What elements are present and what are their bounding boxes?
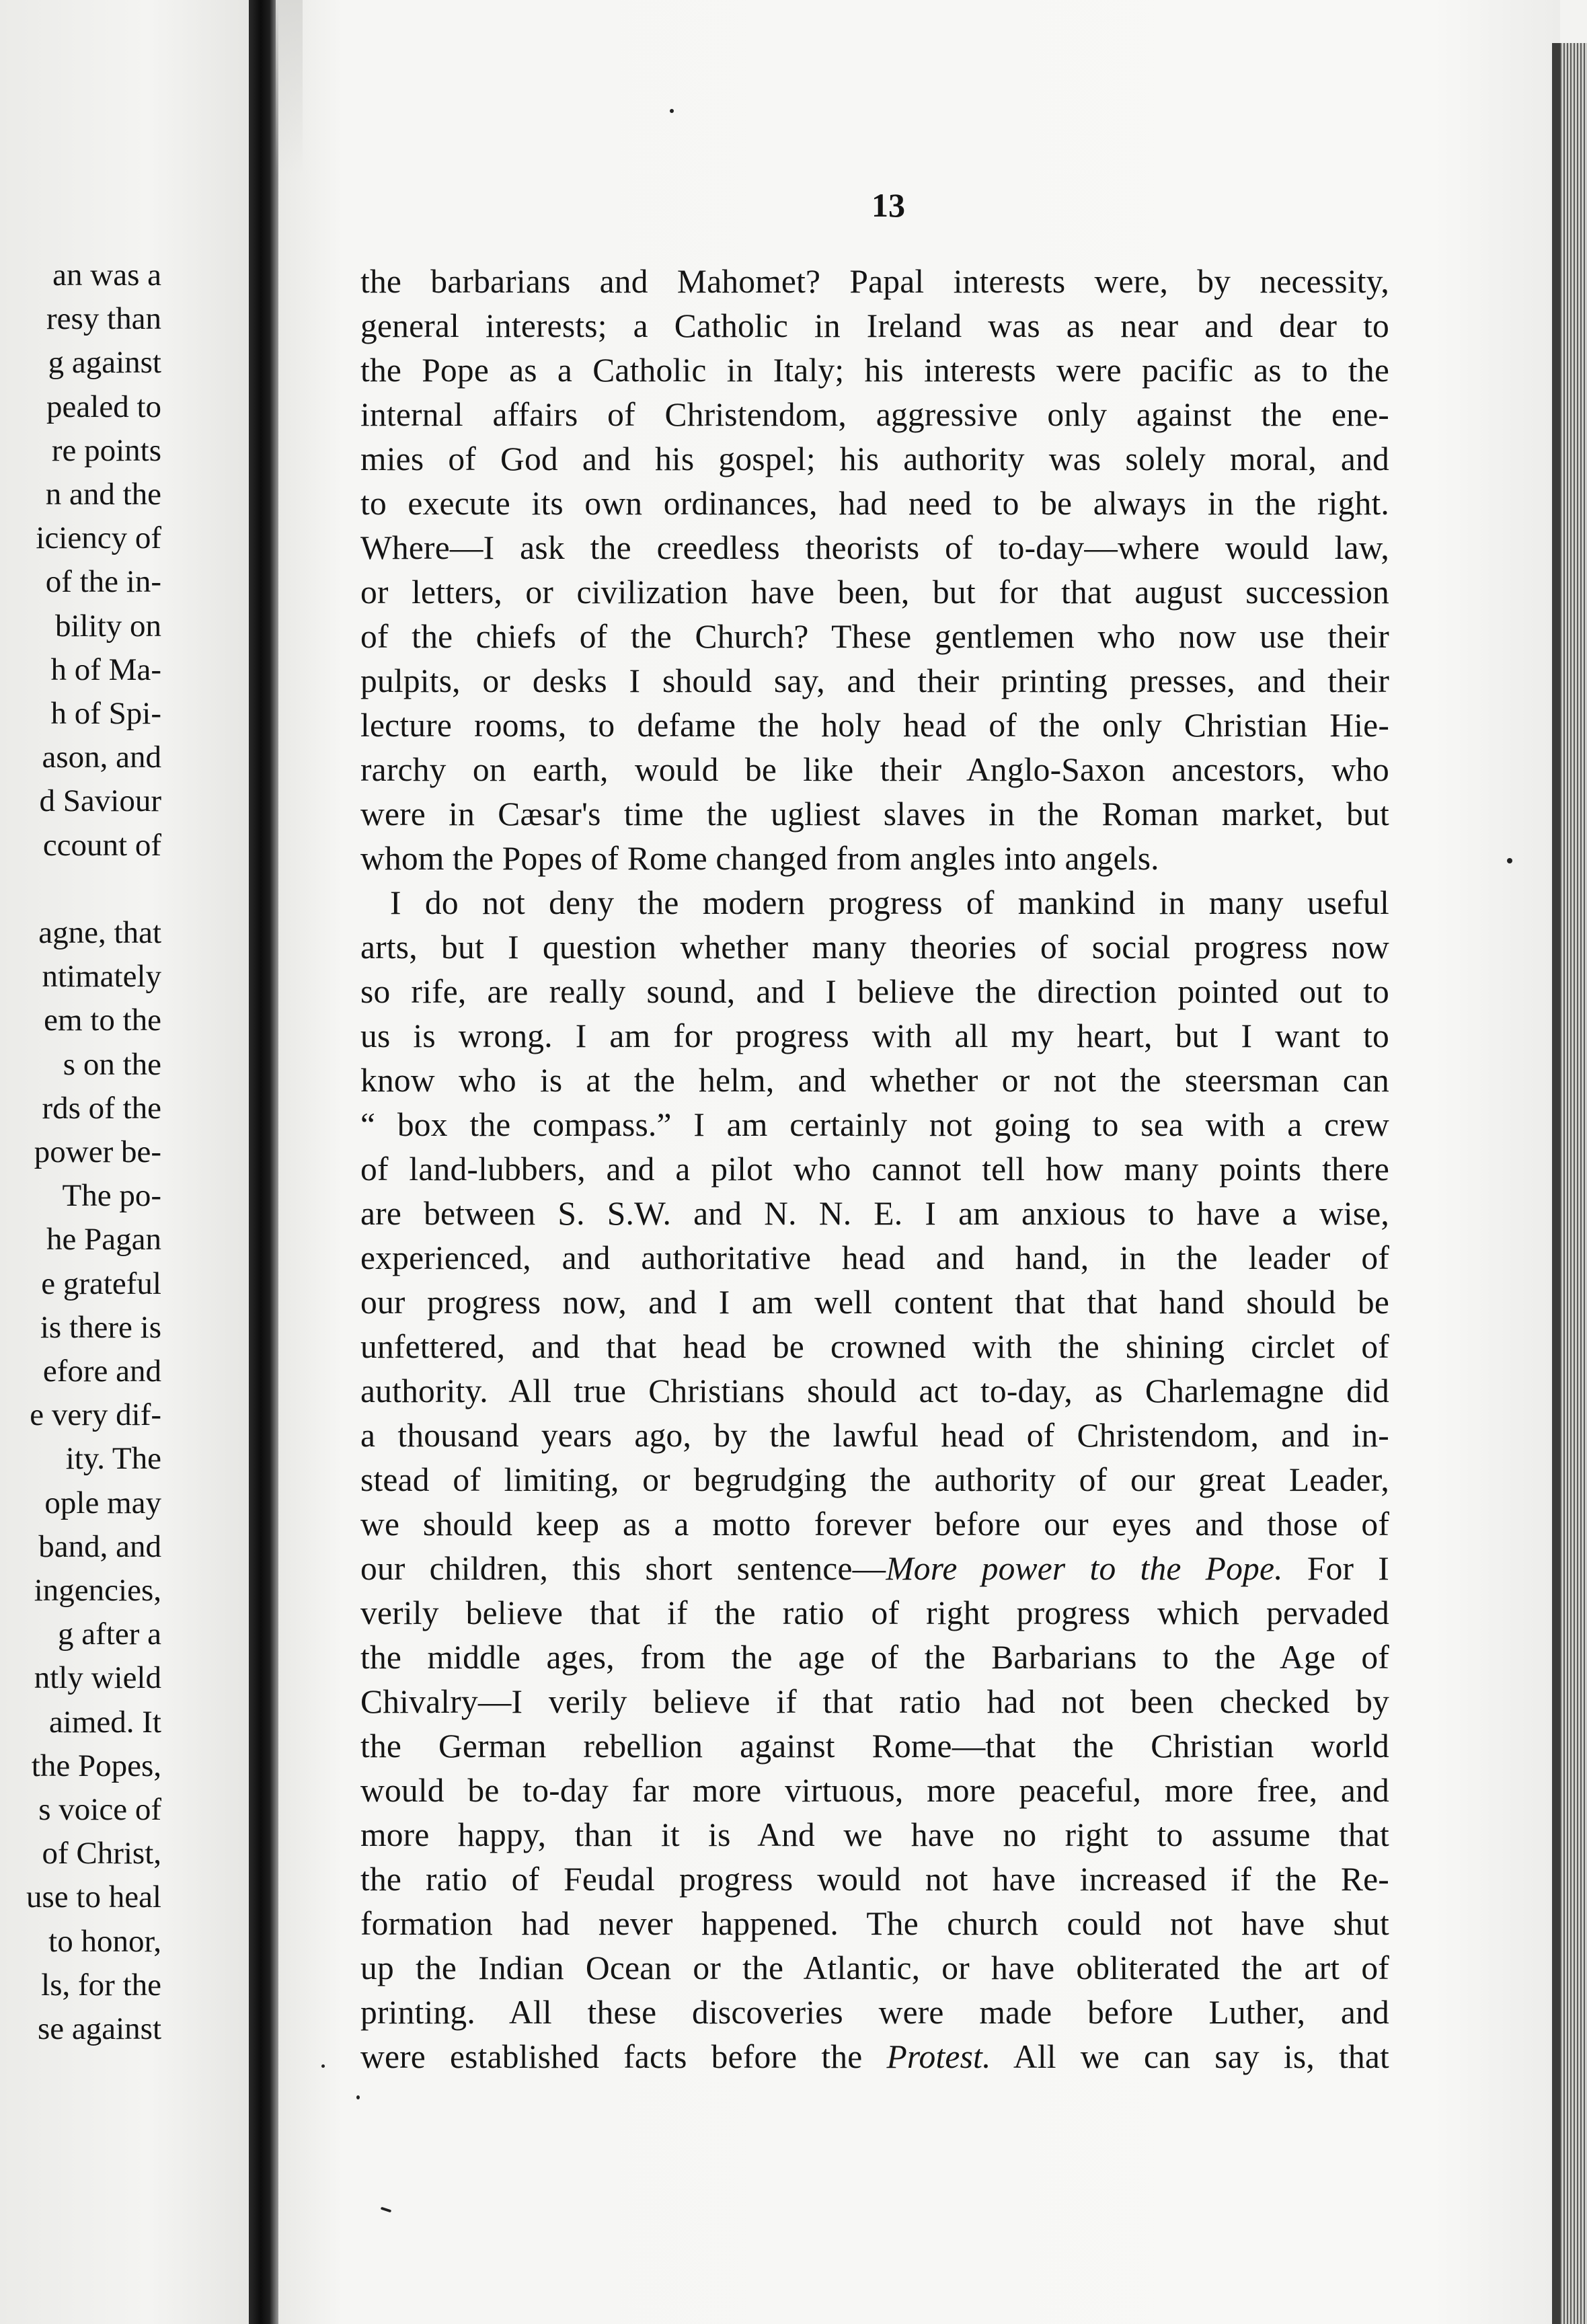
left-page-text-fragment: h of Spi-: [50, 696, 161, 731]
page-stack-edge: [1560, 43, 1587, 2324]
text-line: printing. All these discoveries were made before Luther, and: [360, 1994, 1389, 2031]
left-page-text-fragment: ople may: [44, 1485, 161, 1520]
left-page-text-fragment: s on the: [63, 1046, 161, 1082]
text-segment: For I: [1282, 1550, 1389, 1587]
left-page-text-fragment: rds of the: [42, 1090, 161, 1126]
text-line: experienced, and authoritative head and hand, in the leader of: [360, 1239, 1389, 1276]
left-page-text-fragment: he Pagan: [46, 1222, 161, 1257]
left-page-text-fragment: is there is: [40, 1309, 161, 1345]
text-line: would be to-day far more virtuous, more peaceful, more free, and: [360, 1772, 1389, 1809]
left-page-text-fragment: e very dif-: [30, 1397, 161, 1433]
ink-speck: [356, 2095, 360, 2099]
text-line: lecture rooms, to defame the holy head of the only Christian Hie-: [360, 707, 1389, 744]
book-gutter: [249, 0, 278, 2324]
left-page-text-fragment: d Saviour: [39, 783, 161, 819]
left-page-text-fragment: ntimately: [42, 959, 161, 995]
text-line: authority. All true Christians should act to-day, as Charlemagne did: [360, 1372, 1389, 1409]
text-line: internal affairs of Christendom, aggressive only against the ene-: [360, 396, 1389, 433]
ink-speck: [321, 2064, 325, 2068]
left-page-text-fragment: ccount of: [42, 827, 161, 863]
left-page-text-fragment: agne, that: [38, 915, 161, 950]
left-page-text-fragment: of Christ,: [42, 1836, 161, 1871]
left-page-text-fragment: band, and: [38, 1528, 161, 1564]
text-line: a thousand years ago, by the lawful head of Christendom, and in-: [360, 1417, 1389, 1454]
text-line: up the Indian Ocean or the Atlantic, or have obliterated the art of: [360, 1949, 1389, 1986]
left-page-text-fragment: ason, and: [42, 740, 161, 775]
text-line: are between S. S.W. and N. N. E. I am anxious to have a wise,: [360, 1195, 1389, 1232]
text-line: formation had never happened. The church could not have shut: [360, 1905, 1389, 1942]
text-line: were in Cæsar's time the ugliest slaves in the Roman market, but: [360, 796, 1389, 832]
text-line: [360, 2035, 1389, 2079]
left-page-text-fragment: ls, for the: [41, 1967, 161, 2003]
text-line: we should keep as a motto forever before our eyes and those of: [360, 1506, 1389, 1543]
text-line: pulpits, or desks I should say, and their printing presses, and their: [360, 662, 1389, 699]
left-page-text-fragment: s voice of: [38, 1792, 161, 1827]
text-line: mies of God and his gospel; his authority was solely moral, and: [360, 440, 1389, 477]
left-page-text-fragment: to honor,: [48, 1923, 161, 1959]
text-line: [360, 1547, 1389, 1591]
page-number: 13: [872, 186, 905, 224]
left-page-text-fragment: The po-: [62, 1178, 161, 1214]
gutter-shadow: [276, 0, 303, 175]
text-line: our progress now, and I am well content that that hand should be: [360, 1284, 1389, 1321]
left-page-text-fragment: an was a: [52, 258, 161, 293]
left-page-text-fragment: re points: [51, 432, 161, 468]
text-line: Where—I ask the creedless theorists of to-day—where would law,: [360, 529, 1389, 566]
left-page-text-fragment: iciency of: [36, 520, 161, 556]
left-page-text-fragment: resy than: [46, 301, 161, 337]
text-line: us is wrong. I am for progress with all my heart, but I want to: [360, 1017, 1389, 1054]
ink-speck: [1507, 858, 1512, 863]
left-page-text-fragment: se against: [37, 2011, 161, 2046]
text-line: arts, but I question whether many theories of social progress now: [360, 929, 1389, 966]
text-line: the ratio of Feudal progress would not have increased if the Re-: [360, 1861, 1389, 1898]
text-line: of land-lubbers, and a pilot who cannot tell how many points there: [360, 1151, 1389, 1188]
text-line: so rife, are really sound, and I believe the direction pointed out to: [360, 973, 1389, 1010]
text-line: know who is at the helm, and whether or not the steersman can: [360, 1062, 1389, 1099]
left-page-text-fragment: efore and: [42, 1354, 161, 1389]
ink-speck: [670, 109, 674, 113]
text-line: more happy, than it is And we have no right to assume that: [360, 1816, 1389, 1853]
text-segment: our children, this short sentence—: [360, 1550, 886, 1587]
text-line: or letters, or civilization have been, but for that august succession: [360, 574, 1389, 611]
text-line: the Pope as a Catholic in Italy; his interests were pacific as to the: [360, 352, 1389, 389]
left-page-text-fragment: e grateful: [41, 1266, 161, 1301]
left-page-text-fragment: bility on: [55, 608, 161, 644]
left-page-text-fragment: aimed. It: [48, 1704, 161, 1740]
left-page-text-fragment: g against: [48, 345, 161, 381]
text-line: the German rebellion against Rome—that the Christian world: [360, 1728, 1389, 1765]
text-line: stead of limiting, or begrudging the authority of our great Leader,: [360, 1461, 1389, 1498]
body-text: [360, 260, 1389, 2079]
text-line: “ box the compass.” I am certainly not going to sea with a crew: [360, 1106, 1389, 1143]
italic-emphasis: Protest.: [886, 2038, 991, 2075]
italic-emphasis: More power to the Pope.: [886, 1550, 1283, 1587]
left-page-text-fragment: g after a: [58, 1617, 161, 1652]
left-facing-page: [0, 0, 249, 2324]
text-line: rarchy on earth, would be like their Anglo-Saxon ancestors, who: [360, 751, 1389, 788]
text-segment: were established facts before the: [360, 2038, 887, 2075]
left-page-text-fragment: pealed to: [46, 389, 161, 424]
left-page-text-fragment: power be-: [34, 1134, 161, 1169]
page-edge-shadow: [1552, 43, 1560, 2324]
left-page-text-fragment: n and the: [45, 477, 161, 512]
text-line: verily believe that if the ratio of right progress which pervaded: [360, 1594, 1389, 1631]
text-line: the barbarians and Mahomet? Papal interests were, by necessity,: [360, 263, 1389, 300]
left-page-text-fragment: of the in-: [45, 564, 161, 600]
text-line: to execute its own ordinances, had need to be always in the right.: [360, 485, 1389, 522]
left-page-text-fragment: ntly wield: [34, 1660, 161, 1696]
text-line: unfettered, and that head be crowned with the shining circlet of: [360, 1328, 1389, 1365]
left-page-text-fragment: em to the: [44, 1003, 161, 1038]
text-line: I do not deny the modern progress of mankind in many useful: [390, 884, 1389, 921]
text-line: of the chiefs of the Church? These gentlemen who now use their: [360, 618, 1389, 655]
text-line: whom the Popes of Rome changed from angles into angels.: [360, 840, 1159, 877]
left-page-text-fragment: the Popes,: [31, 1748, 161, 1783]
text-segment: All we can say is, that: [991, 2038, 1389, 2075]
left-page-text-fragment: ity. The: [65, 1441, 161, 1477]
text-line: the middle ages, from the age of the Barbarians to the Age of: [360, 1639, 1389, 1676]
text-line: general interests; a Catholic in Ireland was as near and dear to: [360, 307, 1389, 344]
left-page-text-fragment: h of Ma-: [50, 652, 161, 687]
left-page-text-fragment: ingencies,: [34, 1573, 161, 1608]
left-page-text-fragment: use to heal: [26, 1880, 161, 1915]
text-line: Chivalry—I verily believe if that ratio had not been checked by: [360, 1683, 1389, 1720]
